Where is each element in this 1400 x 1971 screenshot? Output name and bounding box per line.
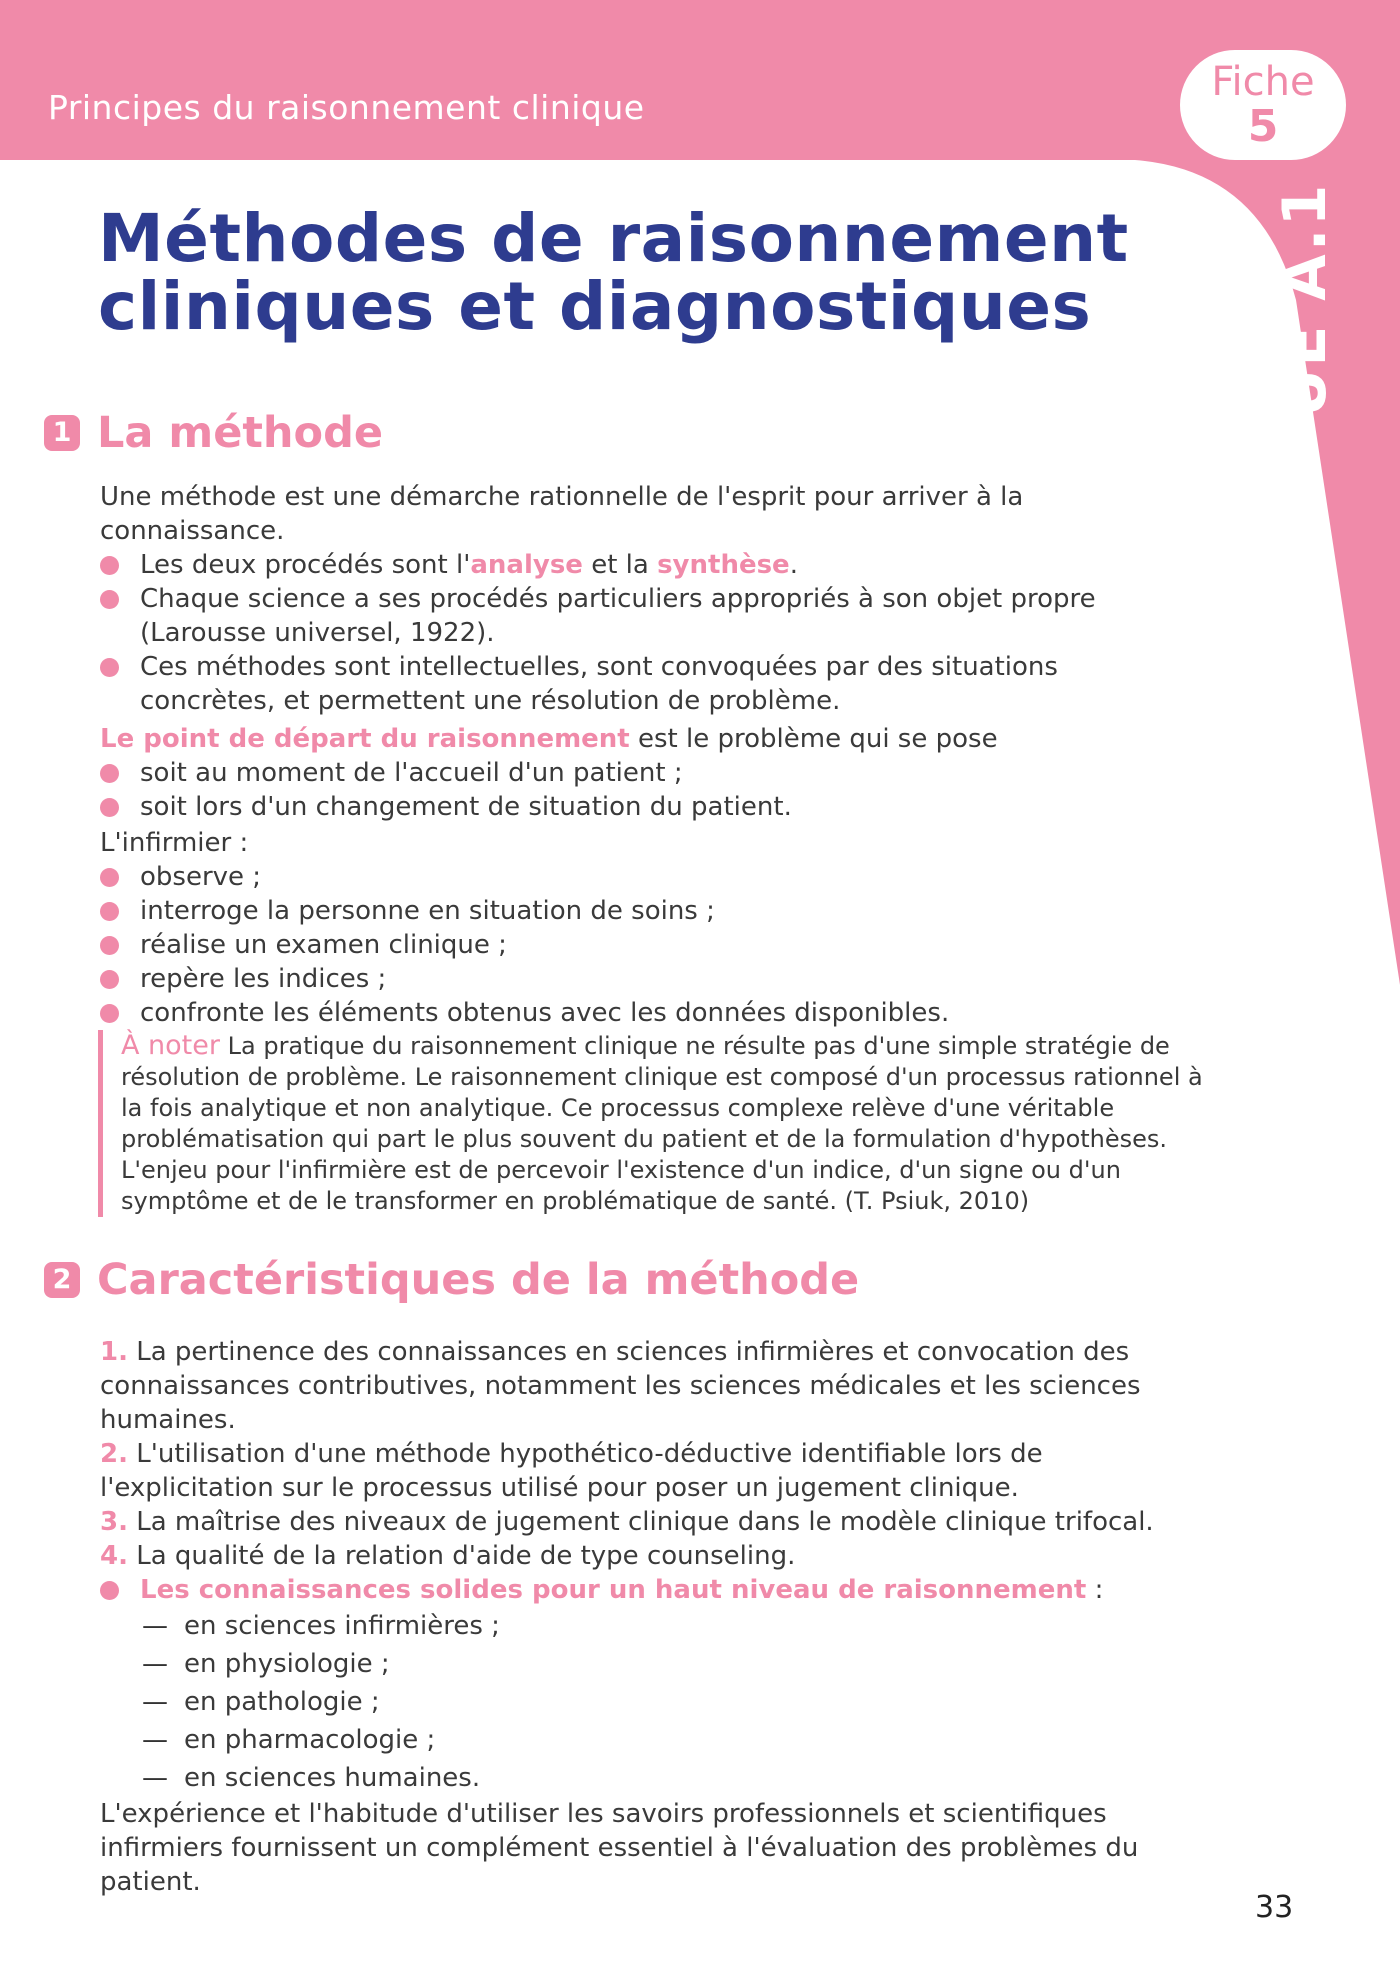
note-label: À noter xyxy=(121,1030,220,1061)
bullet-item: soit lors d'un changement de situation du patient. xyxy=(100,790,1185,824)
bullet-item: observe ; xyxy=(100,860,1185,894)
highlight-analyse: analyse xyxy=(470,550,583,580)
bullet-item: repère les indices ; xyxy=(100,962,1185,996)
bullet-item: réalise un examen clinique ; xyxy=(100,928,1185,962)
nurse-actions-list xyxy=(100,860,1185,1030)
section-2-title: Caractéristiques de la méthode xyxy=(97,1255,860,1305)
title-line-1: Méthodes de raisonnement xyxy=(98,200,1129,277)
sub-list-item: — en sciences humaines. xyxy=(142,1759,1185,1797)
section-1-title: La méthode xyxy=(97,408,384,458)
sub-list-item: — en physiologie ; xyxy=(142,1645,1185,1683)
fiche-label: Fiche xyxy=(1211,59,1315,105)
section-1-number: 1 xyxy=(44,415,80,451)
bullet-item: interroge la personne en situation de soins ; xyxy=(100,894,1185,928)
fiche-badge xyxy=(1180,50,1346,160)
page-title xyxy=(98,200,1129,345)
numbered-item-2 xyxy=(100,1437,1185,1505)
nurse-intro: L'infirmier : xyxy=(100,828,249,858)
sub-list-item: — en sciences infirmières ; xyxy=(142,1607,1185,1645)
section-1-body xyxy=(100,480,1185,1030)
bullet-text: et la xyxy=(582,550,658,580)
section-2-body xyxy=(100,1335,1185,1899)
item-text: L'utilisation d'une méthode hypothético-déductive identifiable lors de l'explicitation sur le processus utilisé pour poser un jugement clinique. xyxy=(100,1439,1043,1503)
note-text: La pratique du raisonnement clinique ne résulte pas d'une simple stratégie de résolution de problème. Le raisonnement clinique est composé d'un processus rationnel à la fois analytique et non analytique. Ce processus complexe relève d'une véritable problématisation qui part le plus souvent du patient et de la formulation d'hypothèses. L'enjeu pour l'infirmière est de percevoir l'existence d'un indice, d'un signe ou d'un symptôme et de le transformer en problématique de santé. (T. Psiuk, 2010) xyxy=(121,1032,1203,1215)
numbered-item-4 xyxy=(100,1539,1185,1573)
numbered-item-1 xyxy=(100,1335,1185,1437)
highlight-starting-point: Le point de départ du raisonnement xyxy=(100,724,630,754)
note-box xyxy=(98,1030,1211,1217)
bullet-item xyxy=(100,548,1185,582)
numbered-item-3 xyxy=(100,1505,1185,1539)
starting-point-list xyxy=(100,756,1185,824)
bullet-item: confronte les éléments obtenus avec les données disponibles. xyxy=(100,996,1185,1030)
knowledge-sub-list xyxy=(100,1607,1185,1797)
bullet-item: soit au moment de l'accueil d'un patient ; xyxy=(100,756,1185,790)
bullet-item: Ces méthodes sont intellectuelles, sont convoquées par des situations concrètes, et permettent une résolution de problème. xyxy=(100,650,1185,718)
bullet-text: . xyxy=(789,550,798,580)
item-number: 1. xyxy=(100,1337,128,1367)
bullet-item xyxy=(100,1573,1185,1607)
method-bullet-list xyxy=(100,548,1185,718)
method-definition: Une méthode est une démarche rationnelle de l'esprit pour arriver à la connaissance. xyxy=(100,482,1024,546)
highlight-knowledge: Les connaissances solides pour un haut niveau de raisonnement xyxy=(140,1575,1087,1605)
ue-side-tab: UE A.1 xyxy=(1270,182,1340,418)
item-text: La pertinence des connaissances en sciences infirmières et convocation des connaissances contributives, notamment les sciences médicales et les sciences humaines. xyxy=(100,1337,1141,1435)
knowledge-bullet xyxy=(100,1573,1185,1607)
highlight-synthese: synthèse xyxy=(657,550,790,580)
section-1-heading xyxy=(44,408,383,458)
starting-point-line xyxy=(100,722,1185,756)
sub-list-item: — en pathologie ; xyxy=(142,1683,1185,1721)
item-number: 3. xyxy=(100,1507,128,1537)
fiche-number: 5 xyxy=(1247,101,1279,152)
section-2-number: 2 xyxy=(44,1262,80,1298)
bullet-text: Les deux procédés sont l' xyxy=(140,550,471,580)
item-number: 2. xyxy=(100,1439,128,1469)
title-line-2: cliniques et diagnostiques xyxy=(98,268,1092,345)
sub-list-item: — en pharmacologie ; xyxy=(142,1721,1185,1759)
page-number: 33 xyxy=(1255,1890,1294,1925)
starting-point-text: est le problème qui se pose xyxy=(629,724,998,754)
section-2-heading xyxy=(44,1255,859,1305)
bullet-text: : xyxy=(1086,1575,1104,1605)
item-number: 4. xyxy=(100,1541,128,1571)
conclusion-paragraph: L'expérience et l'habitude d'utiliser les savoirs professionnels et scientifiques infirmiers fournissent un complément essentiel à l'évaluation des problèmes du patient. xyxy=(100,1799,1139,1897)
bullet-item: Chaque science a ses procédés particuliers appropriés à son objet propre (Larousse universel, 1922). xyxy=(100,582,1185,650)
item-text: La maîtrise des niveaux de jugement clinique dans le modèle clinique trifocal. xyxy=(136,1507,1154,1537)
item-text: La qualité de la relation d'aide de type counseling. xyxy=(136,1541,796,1571)
header-section-label: Principes du raisonnement clinique xyxy=(48,88,645,127)
